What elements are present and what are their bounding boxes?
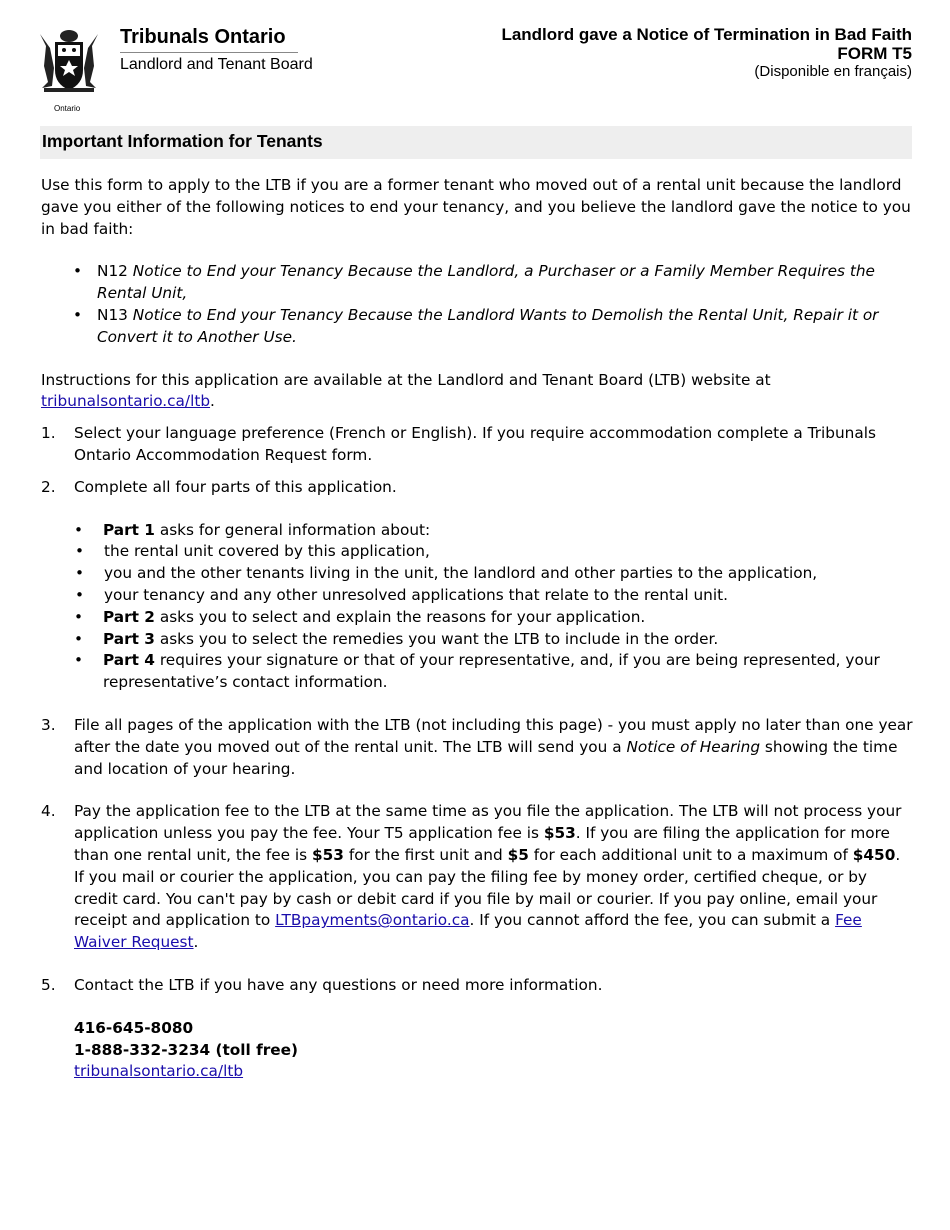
fee-amount: $53 — [543, 824, 576, 843]
contact-website-link[interactable]: tribunalsontario.ca/ltb — [74, 1062, 244, 1081]
step-4: 4. Pay the application fee to the LTB at the same time as you file the application. The LTB will not process your application unless you pay the fee. Your T5 application fee is $53. If you are filing the application for more than one rental unit, the fee is $53 for the first unit and $5 for each additional unit to a maximum of $450. If you mail or courier the application, you can pay the filing fee by money order, certified cheque, or by credit card. You can't pay by cash or debit card if you file by mail or courier. If you pay online, email your receipt and application to LTBpayments@ontario.ca. If you cannot afford the fee, you can submit a Fee Waiver Request. — [41, 802, 902, 952]
step-1: 1. Select your language preference (French or English). If you require accommodation complete a Tribunals Ontario Accommodation Request form. — [41, 424, 876, 464]
fee-additional-unit: $5 — [507, 845, 529, 864]
fee-waiver-link[interactable]: Fee Waiver Request — [74, 911, 862, 952]
website-link[interactable]: tribunalsontario.ca/ltb — [41, 392, 211, 411]
crest-caption: Ontario — [54, 104, 81, 113]
list-item: • the rental unit covered by this application, — [75, 541, 913, 563]
page-header — [0, 0, 950, 113]
step-2: 2. Complete all four parts of this application. — [41, 477, 397, 496]
list-item: • your tenancy and any other unresolved applications that relate to the rental unit. — [75, 585, 913, 607]
step-5: 5. Contact the LTB if you have any questions or need more information. — [41, 975, 603, 994]
step-3: 3. File all pages of the application with the LTB (not including this page) - you must apply no later than one year after the date you moved out of the rental unit. The LTB will send you a Notice of Hearing showing the time and location of your hearing. — [41, 715, 913, 778]
form-title-block — [501, 25, 912, 80]
intro-paragraph: Use this form to apply to the LTB if you are a former tenant who moved out of a rental unit because the landlord gave you either of the following notices to end your tenancy, and you believe the landlord gave the notice to you in bad faith: — [41, 176, 911, 238]
list-item: • Part 2 asks you to select and explain the reasons for your application. — [41, 607, 913, 629]
instructions-paragraph: Instructions for this application are available at the Landlord and Tenant Board (LTB) website at tribunalsontario.ca/ltb. — [41, 370, 771, 411]
fee-maximum: $450 — [852, 845, 896, 864]
part1-sublist — [75, 541, 913, 606]
org-name: Tribunals Ontario — [120, 26, 286, 48]
form-title: Landlord gave a Notice of Termination in Bad Faith — [501, 25, 912, 44]
list-item: • N12 Notice to End your Tenancy Because the Landlord, a Purchaser or a Family Member Requires the Rental Unit, — [41, 261, 913, 305]
form-number: FORM T5 — [837, 44, 912, 63]
notice-list — [41, 261, 913, 348]
phone-local: 416-645-8080 — [74, 1018, 194, 1037]
french-availability-note: (Disponible en français) — [754, 63, 912, 80]
ontario-crest-icon — [34, 26, 104, 96]
list-item: • Part 4 requires your signature or that of your representative, and, if you are being represented, your representative’s contact information. — [41, 650, 913, 694]
list-item: • N13 Notice to End your Tenancy Because the Landlord Wants to Demolish the Rental Unit, Repair it or Convert it to Another Use. — [41, 305, 913, 349]
parts-list — [41, 520, 913, 694]
org-divider — [120, 52, 298, 53]
list-item: • you and the other tenants living in the unit, the landlord and other parties to the application, — [75, 563, 913, 585]
phone-tollfree: 1-888-332-3234 (toll free) — [74, 1040, 299, 1059]
contact-block — [41, 1018, 913, 1083]
section-heading-bar — [40, 126, 912, 159]
logo-block — [34, 22, 324, 113]
list-item: • Part 1 asks for general information about: • the rental unit covered by this application, • you and the other tenants living in the unit, the landlord and other parties to the application, • your tenancy and any other unresolved applications that relate to the rental unit. — [41, 520, 913, 607]
section-title: Important Information for Tenants — [42, 131, 323, 151]
org-subname: Landlord and Tenant Board — [120, 56, 313, 73]
document-body — [41, 175, 913, 1083]
list-item: • Part 3 asks you to select the remedies you want the LTB to include in the order. — [41, 629, 913, 651]
email-link[interactable]: LTBpayments@ontario.ca — [275, 911, 470, 930]
fee-first-unit: $53 — [312, 845, 344, 864]
